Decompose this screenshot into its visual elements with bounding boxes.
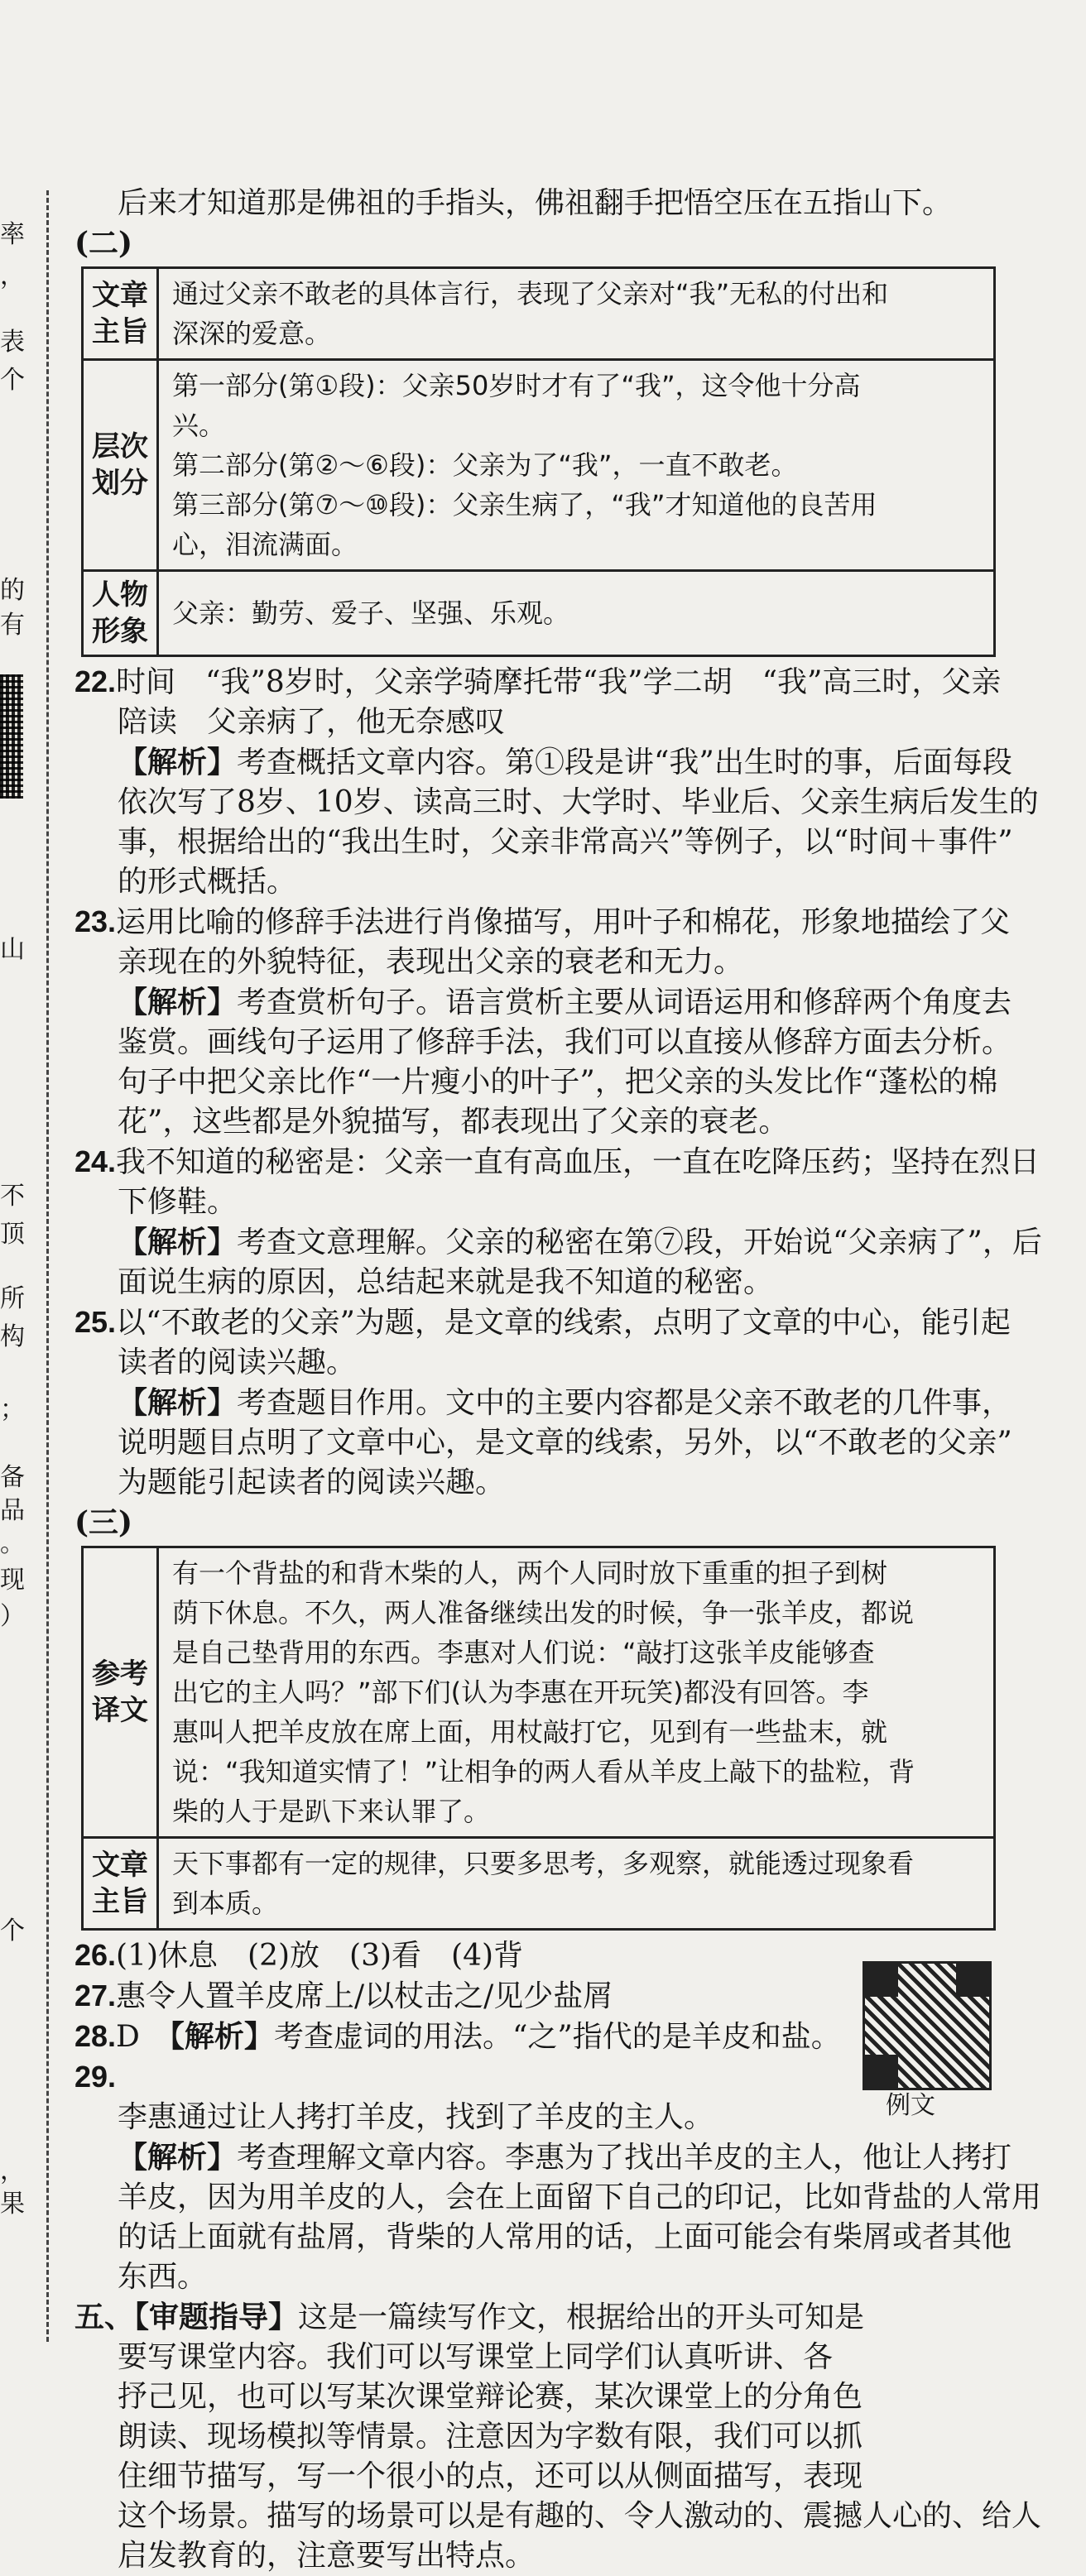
section-heading-2: (二) [74, 226, 133, 261]
row-content: 通过父亲不敢老的具体言行，表现了父亲对“我”无私的付出和 深深的爱意。 [158, 268, 995, 360]
margin-char: 所 [0, 1284, 25, 1313]
analysis-tag: 【解析】 [169, 2019, 274, 2054]
section-3-table [81, 1546, 996, 1931]
row-header: 人物 形象 [83, 571, 158, 656]
table-row [83, 1838, 995, 1930]
row-content: 第一部分(第①段)：父亲50岁时才有了“我”，这令他十分高 兴。 第二部分(第②～⑥段)：父亲为了“我”，一直不敢老。 第三部分(第⑦～⑩段)：父亲生病了，“我”才知道他的良苦用 心，泪流满面。 [158, 360, 995, 571]
table-row [83, 360, 995, 571]
row-content: 天下事都有一定的规律，只要多思考，多观察，就能透过现象看 到本质。 [158, 1838, 995, 1930]
margin-char: 品 [0, 1496, 25, 1525]
row-header: 层次 划分 [83, 360, 158, 571]
left-margin-strip [0, 0, 33, 2367]
margin-char: 的 [0, 576, 25, 605]
margin-char: 个 [0, 1916, 25, 1945]
analysis-tag: 【解析】 [118, 1225, 238, 1259]
analysis-tag: 【解析】 [118, 745, 238, 780]
margin-char: 有 [0, 611, 25, 640]
section-2-table [81, 266, 996, 657]
margin-char: 率 [0, 220, 25, 249]
guide-tag: 【审题指导】 [134, 2300, 299, 2334]
margin-char: ， [0, 2156, 25, 2185]
table-row [83, 1547, 995, 1838]
question-29: 29. 李惠通过让人拷打羊皮，找到了羊皮的主人。 【解析】考查理解文章内容。李惠为了找出羊皮的主人，他让人拷打 羊皮，因为用羊皮的人，会在上面留下自己的印记，比如背盐的人常用 的话上面就有盐屑，背柴的人常用的话，上面可能会有柴屑或者其他 东西。 [74, 2060, 1042, 2294]
question-28: 28.D 【解析】考查虚词的用法。“之”指代的是羊皮和盐。 [74, 2019, 841, 2054]
sample-essay-qr-code[interactable] [863, 1961, 992, 2090]
margin-char: 备 [0, 1463, 25, 1492]
row-header: 文章 主旨 [83, 1838, 158, 1930]
margin-char: 山 [0, 935, 25, 964]
margin-char: ， [0, 261, 25, 290]
row-header: 参考 译文 [83, 1547, 158, 1838]
margin-char: 果 [0, 2190, 25, 2219]
section-heading-3: (三) [74, 1505, 133, 1540]
question-26: 26.(1)休息 (2)放 (3)看 (4)背 [74, 1938, 524, 1973]
margin-char: ； [0, 1395, 25, 1424]
question-5-writing: 五、【审题指导】这是一篇续写作文，根据给出的开头可知是 要写课堂内容。我们可以写课堂上同学们认真听讲、各 抒己见，也可以写某次课堂辩论赛，某次课堂上的分角色 朗读、现场模拟等情景。注意因为字数有限，我们可以抓 住细节描写，写一个很小的点，还可以从侧面描写，表现 这个场景。描写的场景可以是有趣的、令人激动的、震撼人心的、给人 启发教育的，注意要写出特点。 [74, 2300, 1042, 2573]
analysis-tag: 【解析】 [118, 985, 238, 1019]
table-row [83, 268, 995, 360]
margin-char: 现 [0, 1566, 25, 1595]
margin-char: 表 [0, 328, 25, 357]
row-content: 有一个背盐的和背木柴的人，两个人同时放下重重的担子到树 荫下休息。不久，两人准备继续出发的时候，争一张羊皮，都说 是自己垫背用的东西。李惠对人们说：“敲打这张羊皮能够查 出它的主人吗？”部下们(认为李惠在开玩笑)都没有回答。李 惠叫人把羊皮放在席上面，用杖敲打它，见到有一些盐末，就 说：“我知道实情了！”让相争的两人看从羊皮上敲下的盐粒，背 柴的人于是趴下来认罪了。 [158, 1547, 995, 1838]
analysis-tag: 【解析】 [118, 2140, 238, 2175]
margin-char: 顶 [0, 1220, 25, 1249]
margin-char: 。 [0, 1529, 25, 1558]
margin-char: 个 [0, 366, 25, 395]
binding-dashed-line [46, 190, 49, 2342]
row-content: 父亲：勤劳、爱子、坚强、乐观。 [158, 571, 995, 656]
margin-qr-code [0, 674, 23, 799]
question-23: 23.运用比喻的修辞手法进行肖像描写，用叶子和棉花，形象地描绘了父 亲现在的外貌特征，表现出父亲的衰老和无力。 【解析】考查赏析句子。语言赏析主要从词语运用和修辞两个角度去 鉴赏。画线句子运用了修辞手法，我们可以直接从修辞方面去分析。 句子中把父亲比作“一片瘦小的叶子”，把父亲的头发比作“蓬松的棉 花”，这些都是外貌描写，都表现出了父亲的衰老。 [74, 904, 1012, 1139]
table-row [83, 571, 995, 656]
question-25: 25.以“不敢老的父亲”为题，是文章的线索，点明了文章的中心，能引起 读者的阅读兴趣。 【解析】考查题目作用。文中的主要内容都是父亲不敢老的几件事， 说明题目点明了文章中心，是文章的线索，另外，以“不敢老的父亲” 为题能引起读者的阅读兴趣。 [74, 1305, 1012, 1499]
answer-content [74, 184, 1042, 2576]
question-27: 27.惠令人置羊皮席上/以杖击之/见少盐屑 [74, 1979, 613, 2013]
question-24: 24.我不知道的秘密是：父亲一直有高血压，一直在吃降压药；坚持在烈日 下修鞋。 【解析】考查文意理解。父亲的秘密在第⑦段，开始说“父亲病了”，后 面说生病的原因，总结起来就是我不知道的秘密。 [74, 1144, 1042, 1299]
qr-caption: 例文 [886, 2091, 935, 2120]
row-header: 文章 主旨 [83, 268, 158, 360]
continued-line: 后来才知道那是佛祖的手指头，佛祖翻手把悟空压在五指山下。 [118, 186, 953, 220]
analysis-tag: 【解析】 [118, 1385, 238, 1420]
margin-char: 不 [0, 1182, 25, 1211]
question-22: 22.时间 “我”8岁时，父亲学骑摩托带“我”学二胡 “我”高三时，父亲 陪读 父亲病了，他无奈感叹 【解析】考查概括文章内容。第①段是讲“我”出生时的事，后面每段 依次写了8岁、10岁、读高三时、大学时、毕业后、父亲生病后发生的 事，根据给出的“我出生时，父亲非常高兴”等例子，以“时间＋事件” 的形式概括。 [74, 664, 1039, 899]
margin-char: ） [0, 1602, 25, 1631]
margin-char: 构 [0, 1322, 25, 1351]
